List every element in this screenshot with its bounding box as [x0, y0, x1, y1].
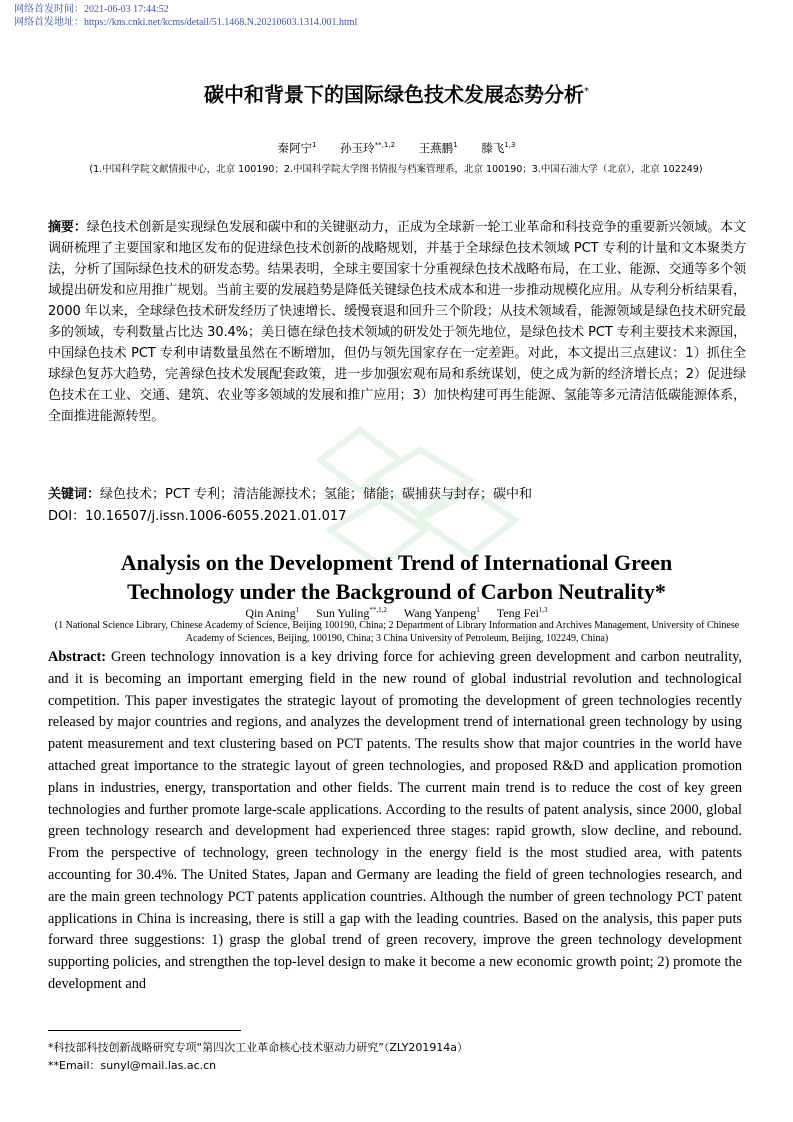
- publication-time: 网络首发时间：2021-06-03 17:44:52: [14, 4, 169, 15]
- authors-cn: [0, 137, 793, 156]
- abstract-en-text: Green technology innovation is a key driving force for achieving green development and carbon neutrality, and it is becoming an important emerging field in the new round of global industrial revolution and technological competition. This paper investigates the strategic layout of promoting the development of green technologies recently released by major countries and regions, and analyzes the development trend of international green technology by using patent measurement and text clustering based on PCT patents. The results show that major countries in the world have attached great importance to the strategic layout of green technologies, and proposed R&D and application promotion plans in industries, energy, transportation and other fields. The current main trend is to reduce the cost of key green technologies and further promote large-scale applications. According to the results of patent analysis, since 2000, global green technology research and development had experienced three stages: rapid growth, slow decline, and rebound. From the perspective of technology, green technology in the energy field is the most studied area, with patents accounting for 30.4%. The United States, Japan and Germany are leading the field of green technologies research, and are the main green technology PCT patents application countries. Although the number of green technology PCT patent applications in China is increasing, there is still a gap with the leading countries. Based on the analysis, this paper puts forward three suggestions: 1) grasp the global trend of green recovery, improve the green technology development supporting policies, and strengthen the top-level design to make it become a new economic growth point; 2) promote the development and: [48, 649, 743, 992]
- abstract-en: [48, 647, 742, 996]
- affiliations-en: (1 National Science Library, Chinese Academy of Science, Beijing 100190, China; 2 Department of Library Information and Archives Management, University of Chinese Academy of Sciences, Beijing, 100190, China; 3 China University of Petroleum, Beijing, 102249, China): [54, 620, 740, 644]
- author-cn-name: 滕飞: [481, 140, 505, 155]
- keywords-cn: [48, 484, 746, 506]
- paper-title-cn: [0, 78, 793, 109]
- author-cn: [340, 141, 395, 155]
- author-cn-name: 秦阿宁: [277, 140, 313, 155]
- paper-title-en: [0, 548, 793, 606]
- author-en-sup: **,1,2: [369, 606, 387, 614]
- author-cn-sup: 1: [312, 141, 317, 149]
- footnote-fund: *科技部科技创新战略研究专项“第四次工业革命核心技术驱动力研究”（ZLY201914a）: [48, 1041, 469, 1054]
- author-cn-sup: 1,3: [504, 141, 516, 149]
- abstract-cn-text: 绿色技术创新是实现绿色发展和碳中和的关键驱动力，正成为全球新一轮工业革命和科技竞争的重要新兴领域。本文调研梳理了主要国家和地区发布的促进绿色技术创新的战略规划，并基于全球绿色技术领域 PCT 专利的计量和文本聚类方法，分析了国际绿色技术的研发态势。结果表明，全球主要国家十分重视绿色技术战略布局，在工业、能源、交通等多个领域提出研发和应用推广规划。当前主要的发展趋势是降低关键绿色技术成本和进一步推动规模化应用。从专利分析结果看，2000 年以来，全球绿色技术研发经历了快速增长、缓慢衰退和回升三个阶段；从技术领域看，能源领域是绿色技术研究最多的领域，专利数量占比达 30.4%；美日德在绿色技术领域的研发处于领先地位，是绿色技术 PCT 专利主要技术来源国，中国绿色技术 PCT 专利申请数量虽然在不断增加，但仍与领先国家存在一定差距。对此，本文提出三点建议：1）抓住全球绿色复苏大趋势，完善绿色技术发展配套政策，进一步加强宏观布局和系统谋划，使之成为新的经济增长点；2）促进绿色技术在工业、交通、建筑、农业等多领域的发展和推广应用；3）加快构建可再生能源、氢能等多元清洁低碳能源体系，全面推进能源转型。: [48, 220, 746, 424]
- title-en-line-1: Analysis on the Development Trend of International Green: [120, 550, 673, 575]
- author-cn: [481, 141, 515, 155]
- author-en-sup: 1: [476, 606, 480, 614]
- author-en-name: Sun Yuling: [316, 606, 370, 620]
- doi: DOI：10.16507/j.issn.1006-6055.2021.01.017: [48, 509, 347, 524]
- author-en: [316, 606, 387, 620]
- author-en: [245, 606, 299, 620]
- author-cn-sup: **,1,2: [374, 141, 396, 149]
- author-cn: [278, 141, 317, 155]
- title-footnote-mark: *: [584, 86, 589, 97]
- author-en-name: Wang Yanpeng: [403, 606, 477, 620]
- title-cn-text: 碳中和背景下的国际绿色技术发展态势分析: [204, 82, 584, 107]
- author-en-name: Teng Fei: [496, 606, 539, 620]
- online-publication-header: [14, 3, 357, 29]
- author-cn-name: 王燕鹏: [418, 140, 454, 155]
- author-cn: [419, 141, 458, 155]
- affiliations-cn: (1.中国科学院文献情报中心，北京 100190；2.中国科学院大学图书情报与档案管理系，北京 100190；3.中国石油大学（北京），北京 102249): [89, 164, 703, 175]
- keywords-cn-label: 关键词：: [48, 487, 101, 502]
- author-cn-name: 孙玉玲: [340, 140, 375, 155]
- author-en-name: Qin Aning: [245, 606, 296, 620]
- abstract-en-label: Abstract:: [48, 649, 106, 665]
- author-en: [404, 606, 480, 620]
- abstract-cn-label: 摘要：: [48, 220, 87, 235]
- author-en-sup: 1,3: [538, 606, 548, 614]
- author-en: [497, 606, 548, 620]
- author-en-sup: 1: [295, 606, 300, 614]
- keywords-cn-text: 绿色技术；PCT 专利；清洁能源技术；氢能；储能；碳捕获与封存；碳中和: [100, 487, 533, 502]
- footnote-email: **Email：sunyl@mail.las.ac.cn: [48, 1059, 217, 1072]
- author-cn-sup: 1: [453, 141, 458, 149]
- footnote-divider: [48, 1030, 241, 1031]
- title-en-line-2: Technology under the Background of Carbon Neutrality*: [127, 579, 666, 604]
- publication-url[interactable]: 网络首发地址：https://kns.cnki.net/kcms/detail/51.1468.N.20210603.1314.001.html: [14, 17, 358, 28]
- abstract-cn: [48, 217, 746, 427]
